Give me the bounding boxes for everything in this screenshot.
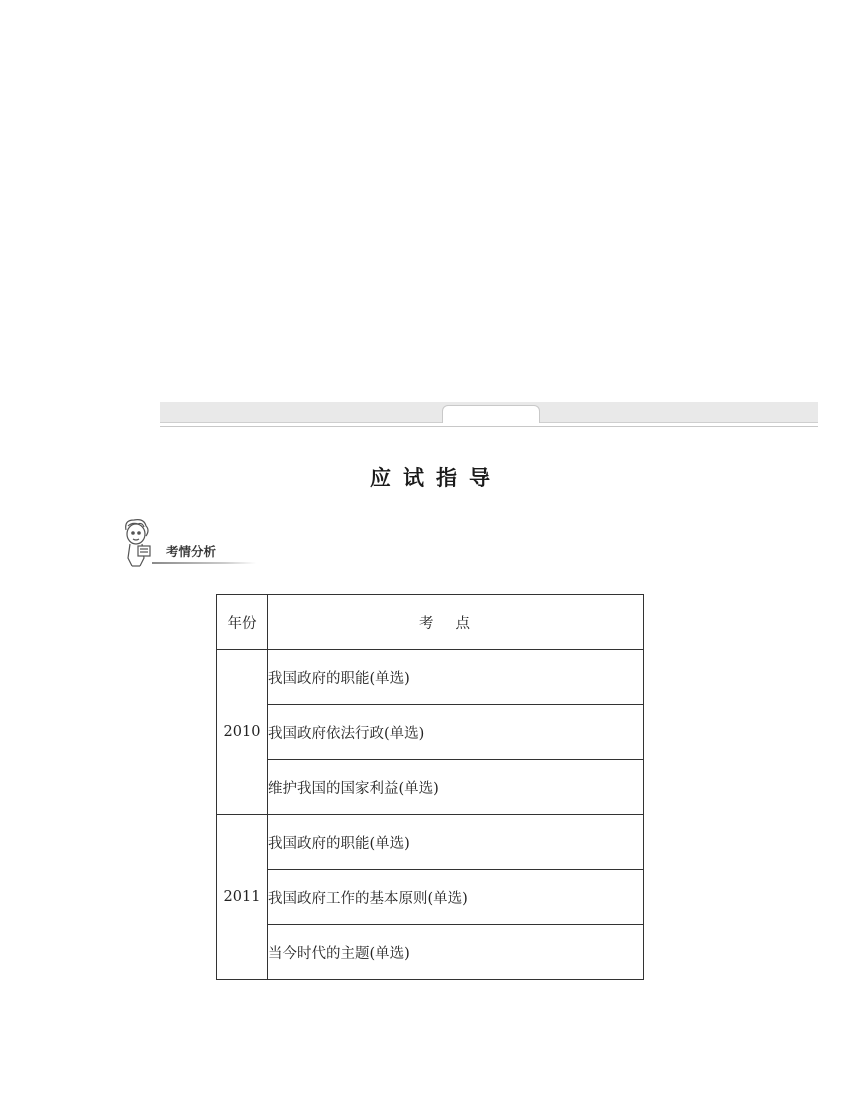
header-topic: 考点 (268, 595, 644, 650)
page-title: 应试指导 (370, 466, 502, 490)
topic-cell: 我国政府的职能(单选) (268, 815, 644, 870)
table-row (217, 870, 644, 925)
table-row (217, 705, 644, 760)
year-cell: 2010 (217, 650, 268, 815)
topic-cell: 当今时代的主题(单选) (268, 925, 644, 980)
table-row (217, 815, 644, 870)
table-row (217, 760, 644, 815)
header-rule (160, 426, 818, 427)
table-row (217, 925, 644, 980)
table-header-row (217, 595, 644, 650)
section-label: 考情分析 (166, 544, 217, 559)
topic-cell: 我国政府的职能(单选) (268, 650, 644, 705)
topic-cell: 我国政府依法行政(单选) (268, 705, 644, 760)
section-heading (120, 518, 260, 570)
table-row (217, 650, 644, 705)
exam-topics-table (216, 594, 644, 980)
topic-cell: 我国政府工作的基本原则(单选) (268, 870, 644, 925)
topic-cell: 维护我国的国家利益(单选) (268, 760, 644, 815)
header-band (160, 402, 818, 423)
header-year: 年份 (217, 595, 268, 650)
section-underline (152, 562, 256, 564)
header-tab (442, 405, 540, 423)
year-cell: 2011 (217, 815, 268, 980)
